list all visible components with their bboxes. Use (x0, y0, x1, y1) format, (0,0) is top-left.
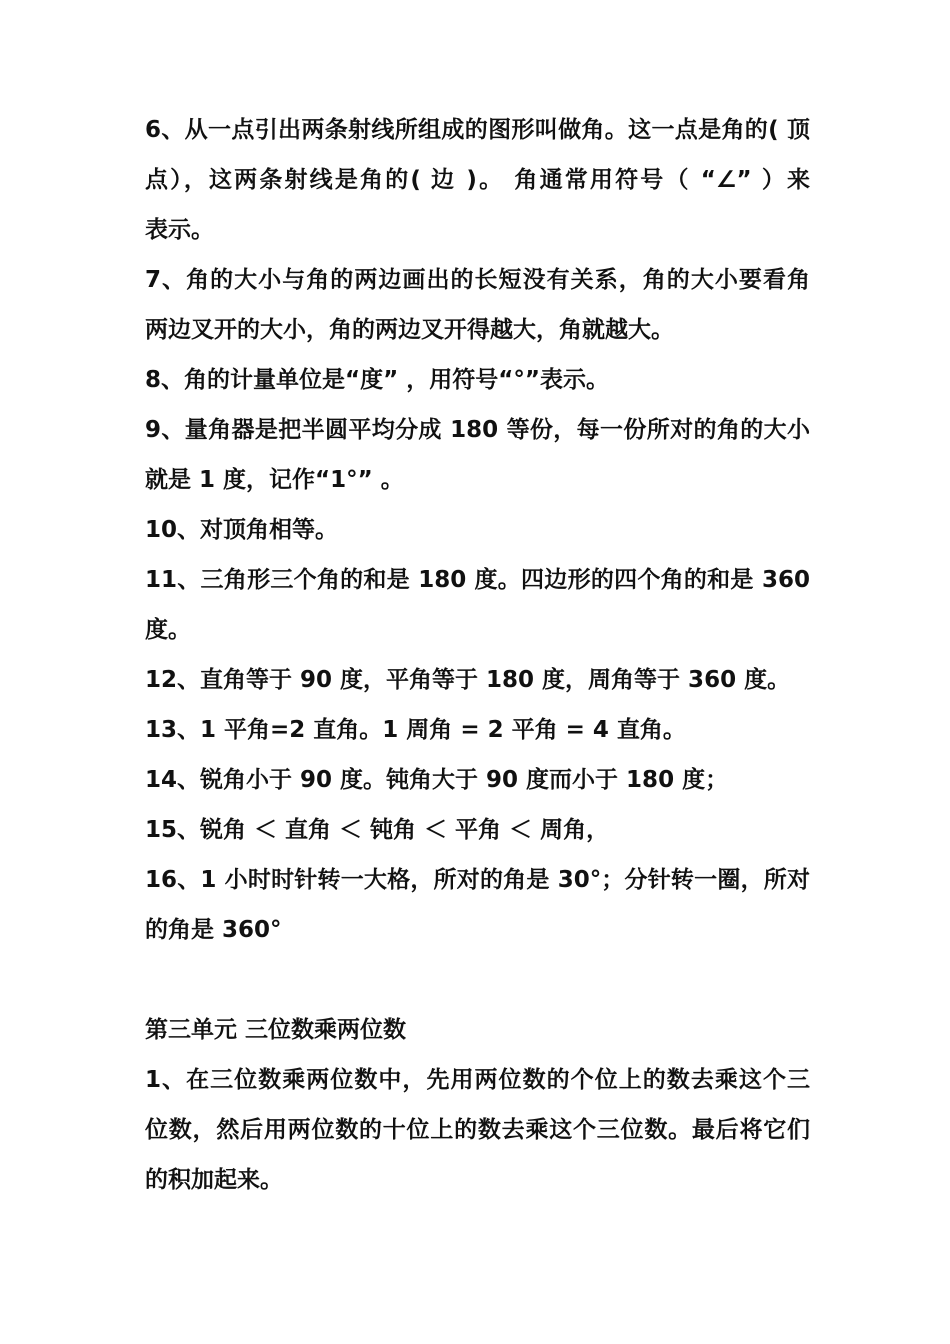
text-line: 12、直角等于 90 度，平角等于 180 度，周角等于 360 度。 (145, 667, 791, 693)
text-line: 14、锐角小于 90 度。钝角大于 90 度而小于 180 度； (145, 767, 729, 793)
text-line: 15、锐角 ＜ 直角 ＜ 钝角 ＜ 平角 ＜ 周角， (145, 817, 610, 843)
text-line: 8、角的计量单位是“度” ，用符号“°”表示。 (145, 367, 609, 393)
text-line: 位数，然后用两位数的十位上的数去乘这个三位数。最后将它们 (145, 1117, 810, 1143)
text-line: 7、角的大小与角的两边画出的长短没有关系，角的大小要看角 (145, 267, 810, 293)
text-line: 度。 (145, 617, 191, 643)
text-line: 16、1 小时时针转一大格，所对的角是 30°；分针转一圈，所对 (145, 867, 810, 893)
text-line: 9、量角器是把半圆平均分成 180 等份，每一份所对的角的大小 (145, 417, 810, 443)
blank-line (145, 955, 810, 1005)
text-line: 表示。 (145, 217, 214, 243)
text-line: 11、三角形三个角的和是 180 度。四边形的四个角的和是 360 (145, 567, 810, 593)
text-line: 6、从一点引出两条射线所组成的图形叫做角。这一点是角的( 顶 (145, 117, 810, 143)
text-line: 就是 1 度，记作“1°” 。 (145, 467, 404, 493)
text-line: 1、在三位数乘两位数中，先用两位数的个位上的数去乘这个三 (145, 1067, 810, 1093)
text-line: 10、对顶角相等。 (145, 517, 339, 543)
text-line: 点），这两条射线是角的( 边 )。 角通常用符号（ “∠” ）来 (145, 167, 810, 193)
document-body (145, 105, 810, 1205)
text-line: 的角是 360° (145, 917, 282, 943)
text-line: 两边叉开的大小，角的两边叉开得越大，角就越大。 (145, 317, 674, 343)
text-line: 13、1 平角=2 直角。1 周角 = 2 平角 = 4 直角。 (145, 717, 686, 743)
text-line: 的积加起来。 (145, 1167, 283, 1193)
section-heading: 第三单元 三位数乘两位数 (145, 1017, 407, 1043)
